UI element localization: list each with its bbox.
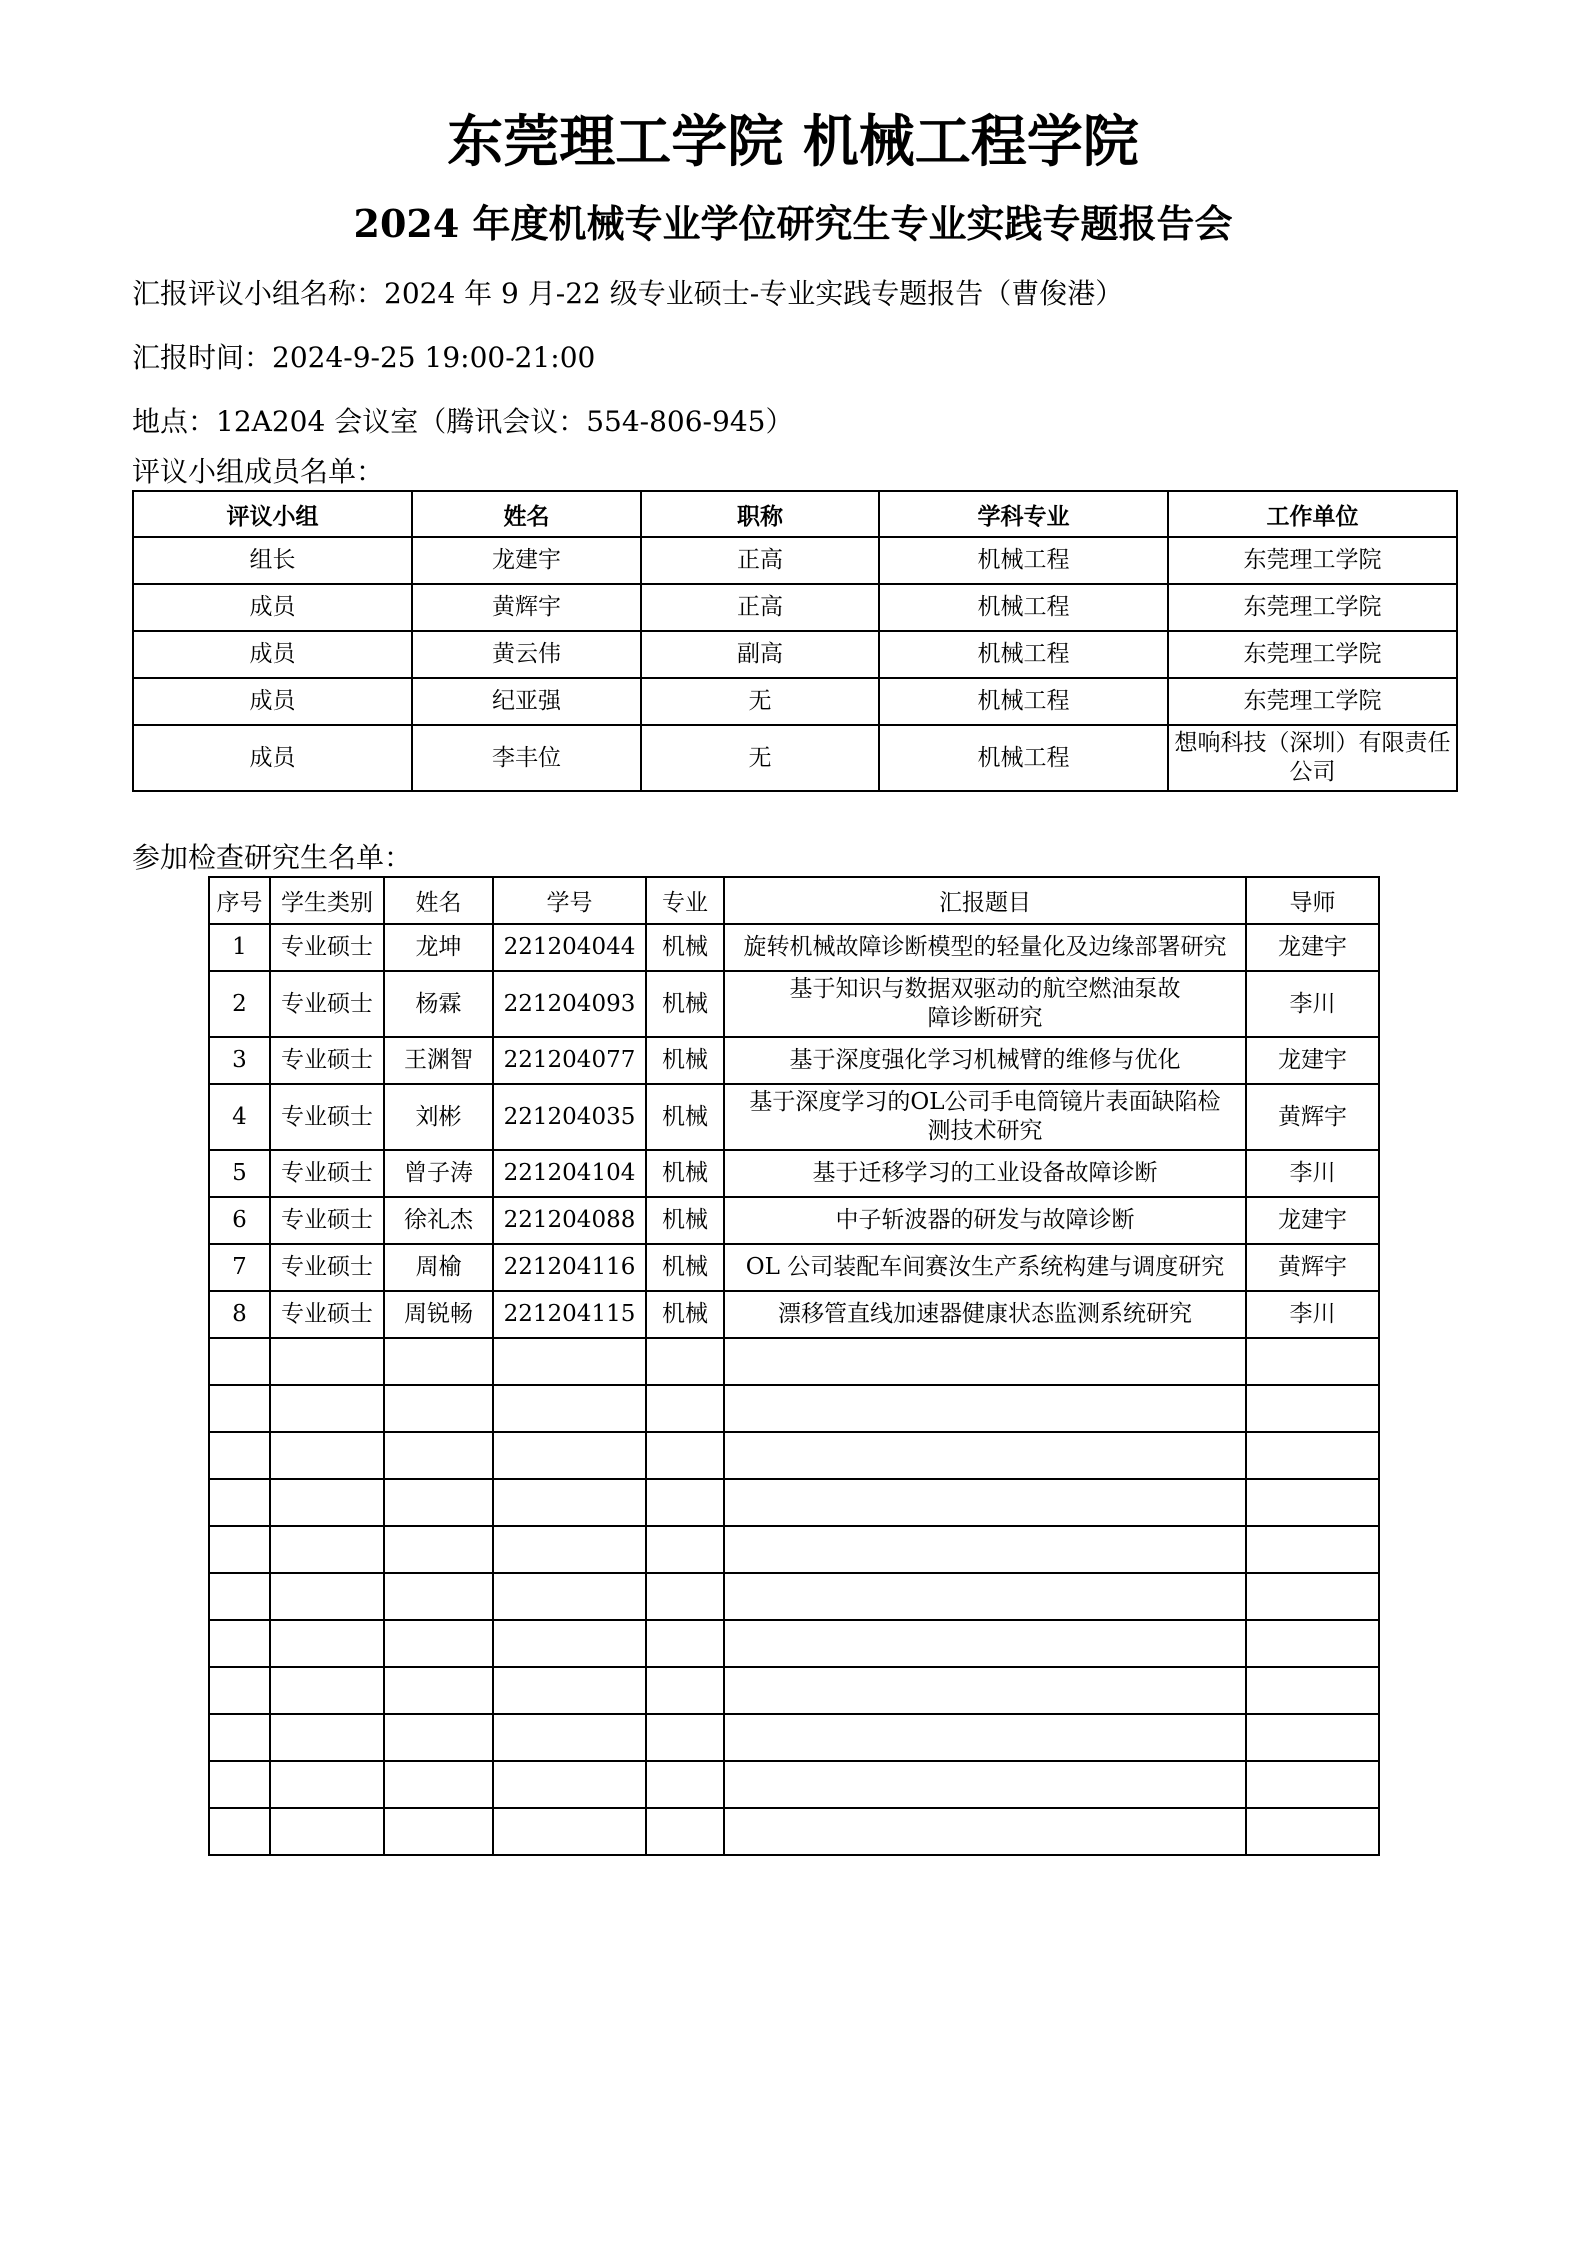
header-cell: 职称 [641, 491, 879, 537]
seq-cell: 2 [209, 971, 270, 1037]
major-cell: 机械 [646, 1037, 724, 1084]
name-cell: 龙坤 [384, 924, 493, 971]
header-cell: 汇报题目 [724, 877, 1246, 924]
type-cell: 专业硕士 [270, 1037, 384, 1084]
name-cell: 徐礼杰 [384, 1197, 493, 1244]
type-cell: 专业硕士 [270, 1197, 384, 1244]
header-cell: 学号 [493, 877, 646, 924]
location-line: 地点：12A204 会议室（腾讯会议：554-806-945） [132, 405, 794, 438]
document-title: 东莞理工学院 机械工程学院 [447, 110, 1139, 175]
member-name: 黄辉宇 [412, 584, 641, 631]
seq-cell: 5 [209, 1150, 270, 1197]
empty-row [209, 1808, 1379, 1855]
table-row [133, 725, 1457, 791]
topic-cell: 基于深度强化学习机械臂的维修与优化 [724, 1037, 1246, 1084]
member-discipline: 机械工程 [879, 631, 1168, 678]
member-role: 成员 [133, 725, 412, 791]
id-cell: 221204116 [493, 1244, 646, 1291]
member-name: 纪亚强 [412, 678, 641, 725]
advisor-cell: 黄辉宇 [1246, 1244, 1379, 1291]
table-row [133, 584, 1457, 631]
type-cell: 专业硕士 [270, 971, 384, 1037]
member-title: 正高 [641, 584, 879, 631]
topic-cell: 中子斩波器的研发与故障诊断 [724, 1197, 1246, 1244]
table-row [133, 678, 1457, 725]
empty-row [209, 1526, 1379, 1573]
member-name: 黄云伟 [412, 631, 641, 678]
advisor-cell: 龙建宇 [1246, 1197, 1379, 1244]
major-cell: 机械 [646, 971, 724, 1037]
header-cell: 姓名 [412, 491, 641, 537]
header-cell: 学科专业 [879, 491, 1168, 537]
students-heading: 参加检查研究生名单： [132, 841, 413, 874]
name-cell: 曾子涛 [384, 1150, 493, 1197]
table-row [209, 1244, 1379, 1291]
member-affiliation: 想响科技（深圳）有限责任公司 [1168, 725, 1457, 791]
seq-cell: 3 [209, 1037, 270, 1084]
empty-row [209, 1714, 1379, 1761]
member-discipline: 机械工程 [879, 537, 1168, 584]
empty-row [209, 1432, 1379, 1479]
advisor-cell: 李川 [1246, 971, 1379, 1037]
topic-cell: 基于深度学习的OL公司手电筒镜片表面缺陷检测技术研究 [724, 1084, 1246, 1150]
advisor-cell: 龙建宇 [1246, 924, 1379, 971]
member-discipline: 机械工程 [879, 678, 1168, 725]
table-row [209, 971, 1379, 1037]
header-cell: 专业 [646, 877, 724, 924]
seq-cell: 7 [209, 1244, 270, 1291]
member-role: 成员 [133, 631, 412, 678]
name-cell: 刘彬 [384, 1084, 493, 1150]
id-cell: 221204093 [493, 971, 646, 1037]
header-cell: 评议小组 [133, 491, 412, 537]
topic-cell: 基于迁移学习的工业设备故障诊断 [724, 1150, 1246, 1197]
empty-row [209, 1385, 1379, 1432]
report-time-line: 汇报时间：2024-9-25 19:00-21:00 [132, 341, 596, 374]
header-cell: 姓名 [384, 877, 493, 924]
type-cell: 专业硕士 [270, 1150, 384, 1197]
member-title: 正高 [641, 537, 879, 584]
table-row [209, 1150, 1379, 1197]
id-cell: 221204104 [493, 1150, 646, 1197]
table-row [133, 631, 1457, 678]
id-cell: 221204035 [493, 1084, 646, 1150]
major-cell: 机械 [646, 1150, 724, 1197]
table-row [209, 1084, 1379, 1150]
advisor-cell: 李川 [1246, 1291, 1379, 1338]
header-cell: 导师 [1246, 877, 1379, 924]
major-cell: 机械 [646, 1291, 724, 1338]
table-row [209, 1037, 1379, 1084]
type-cell: 专业硕士 [270, 924, 384, 971]
id-cell: 221204088 [493, 1197, 646, 1244]
type-cell: 专业硕士 [270, 1244, 384, 1291]
member-title: 副高 [641, 631, 879, 678]
empty-row [209, 1573, 1379, 1620]
id-cell: 221204077 [493, 1037, 646, 1084]
member-role: 组长 [133, 537, 412, 584]
advisor-cell: 龙建宇 [1246, 1037, 1379, 1084]
member-title: 无 [641, 725, 879, 791]
header-cell: 序号 [209, 877, 270, 924]
topic-cell: 漂移管直线加速器健康状态监测系统研究 [724, 1291, 1246, 1338]
member-name: 李丰位 [412, 725, 641, 791]
member-affiliation: 东莞理工学院 [1168, 537, 1457, 584]
document-subtitle: 2024 年度机械专业学位研究生专业实践专题报告会 [353, 201, 1233, 246]
id-cell: 221204115 [493, 1291, 646, 1338]
empty-row [209, 1479, 1379, 1526]
member-affiliation: 东莞理工学院 [1168, 631, 1457, 678]
name-cell: 杨霖 [384, 971, 493, 1037]
table-row [209, 924, 1379, 971]
major-cell: 机械 [646, 1084, 724, 1150]
member-discipline: 机械工程 [879, 584, 1168, 631]
empty-row [209, 1761, 1379, 1808]
review-group-table [132, 490, 1458, 792]
name-cell: 周榆 [384, 1244, 493, 1291]
id-cell: 221204044 [493, 924, 646, 971]
seq-cell: 8 [209, 1291, 270, 1338]
student-table [208, 876, 1380, 1856]
name-cell: 周锐畅 [384, 1291, 493, 1338]
member-name: 龙建宇 [412, 537, 641, 584]
header-cell: 学生类别 [270, 877, 384, 924]
topic-cell: 旋转机械故障诊断模型的轻量化及边缘部署研究 [724, 924, 1246, 971]
name-cell: 王渊智 [384, 1037, 493, 1084]
major-cell: 机械 [646, 1244, 724, 1291]
major-cell: 机械 [646, 1197, 724, 1244]
seq-cell: 6 [209, 1197, 270, 1244]
member-affiliation: 东莞理工学院 [1168, 584, 1457, 631]
type-cell: 专业硕士 [270, 1084, 384, 1150]
empty-row [209, 1667, 1379, 1714]
table-row [209, 1197, 1379, 1244]
member-role: 成员 [133, 584, 412, 631]
empty-row [209, 1620, 1379, 1667]
type-cell: 专业硕士 [270, 1291, 384, 1338]
header-cell: 工作单位 [1168, 491, 1457, 537]
table-header-row [209, 877, 1379, 924]
table-row [209, 1291, 1379, 1338]
seq-cell: 4 [209, 1084, 270, 1150]
table-header-row [133, 491, 1457, 537]
topic-cell: OL 公司装配车间赛汝生产系统构建与调度研究 [724, 1244, 1246, 1291]
major-cell: 机械 [646, 924, 724, 971]
member-role: 成员 [133, 678, 412, 725]
advisor-cell: 黄辉宇 [1246, 1084, 1379, 1150]
members-heading: 评议小组成员名单： [132, 455, 385, 488]
group-name-line: 汇报评议小组名称：2024 年 9 月-22 级专业硕士-专业实践专题报告（曹俊港） [132, 277, 1124, 310]
empty-row [209, 1338, 1379, 1385]
seq-cell: 1 [209, 924, 270, 971]
topic-cell: 基于知识与数据双驱动的航空燃油泵故障诊断研究 [724, 971, 1246, 1037]
member-discipline: 机械工程 [879, 725, 1168, 791]
advisor-cell: 李川 [1246, 1150, 1379, 1197]
member-title: 无 [641, 678, 879, 725]
member-affiliation: 东莞理工学院 [1168, 678, 1457, 725]
table-row [133, 537, 1457, 584]
